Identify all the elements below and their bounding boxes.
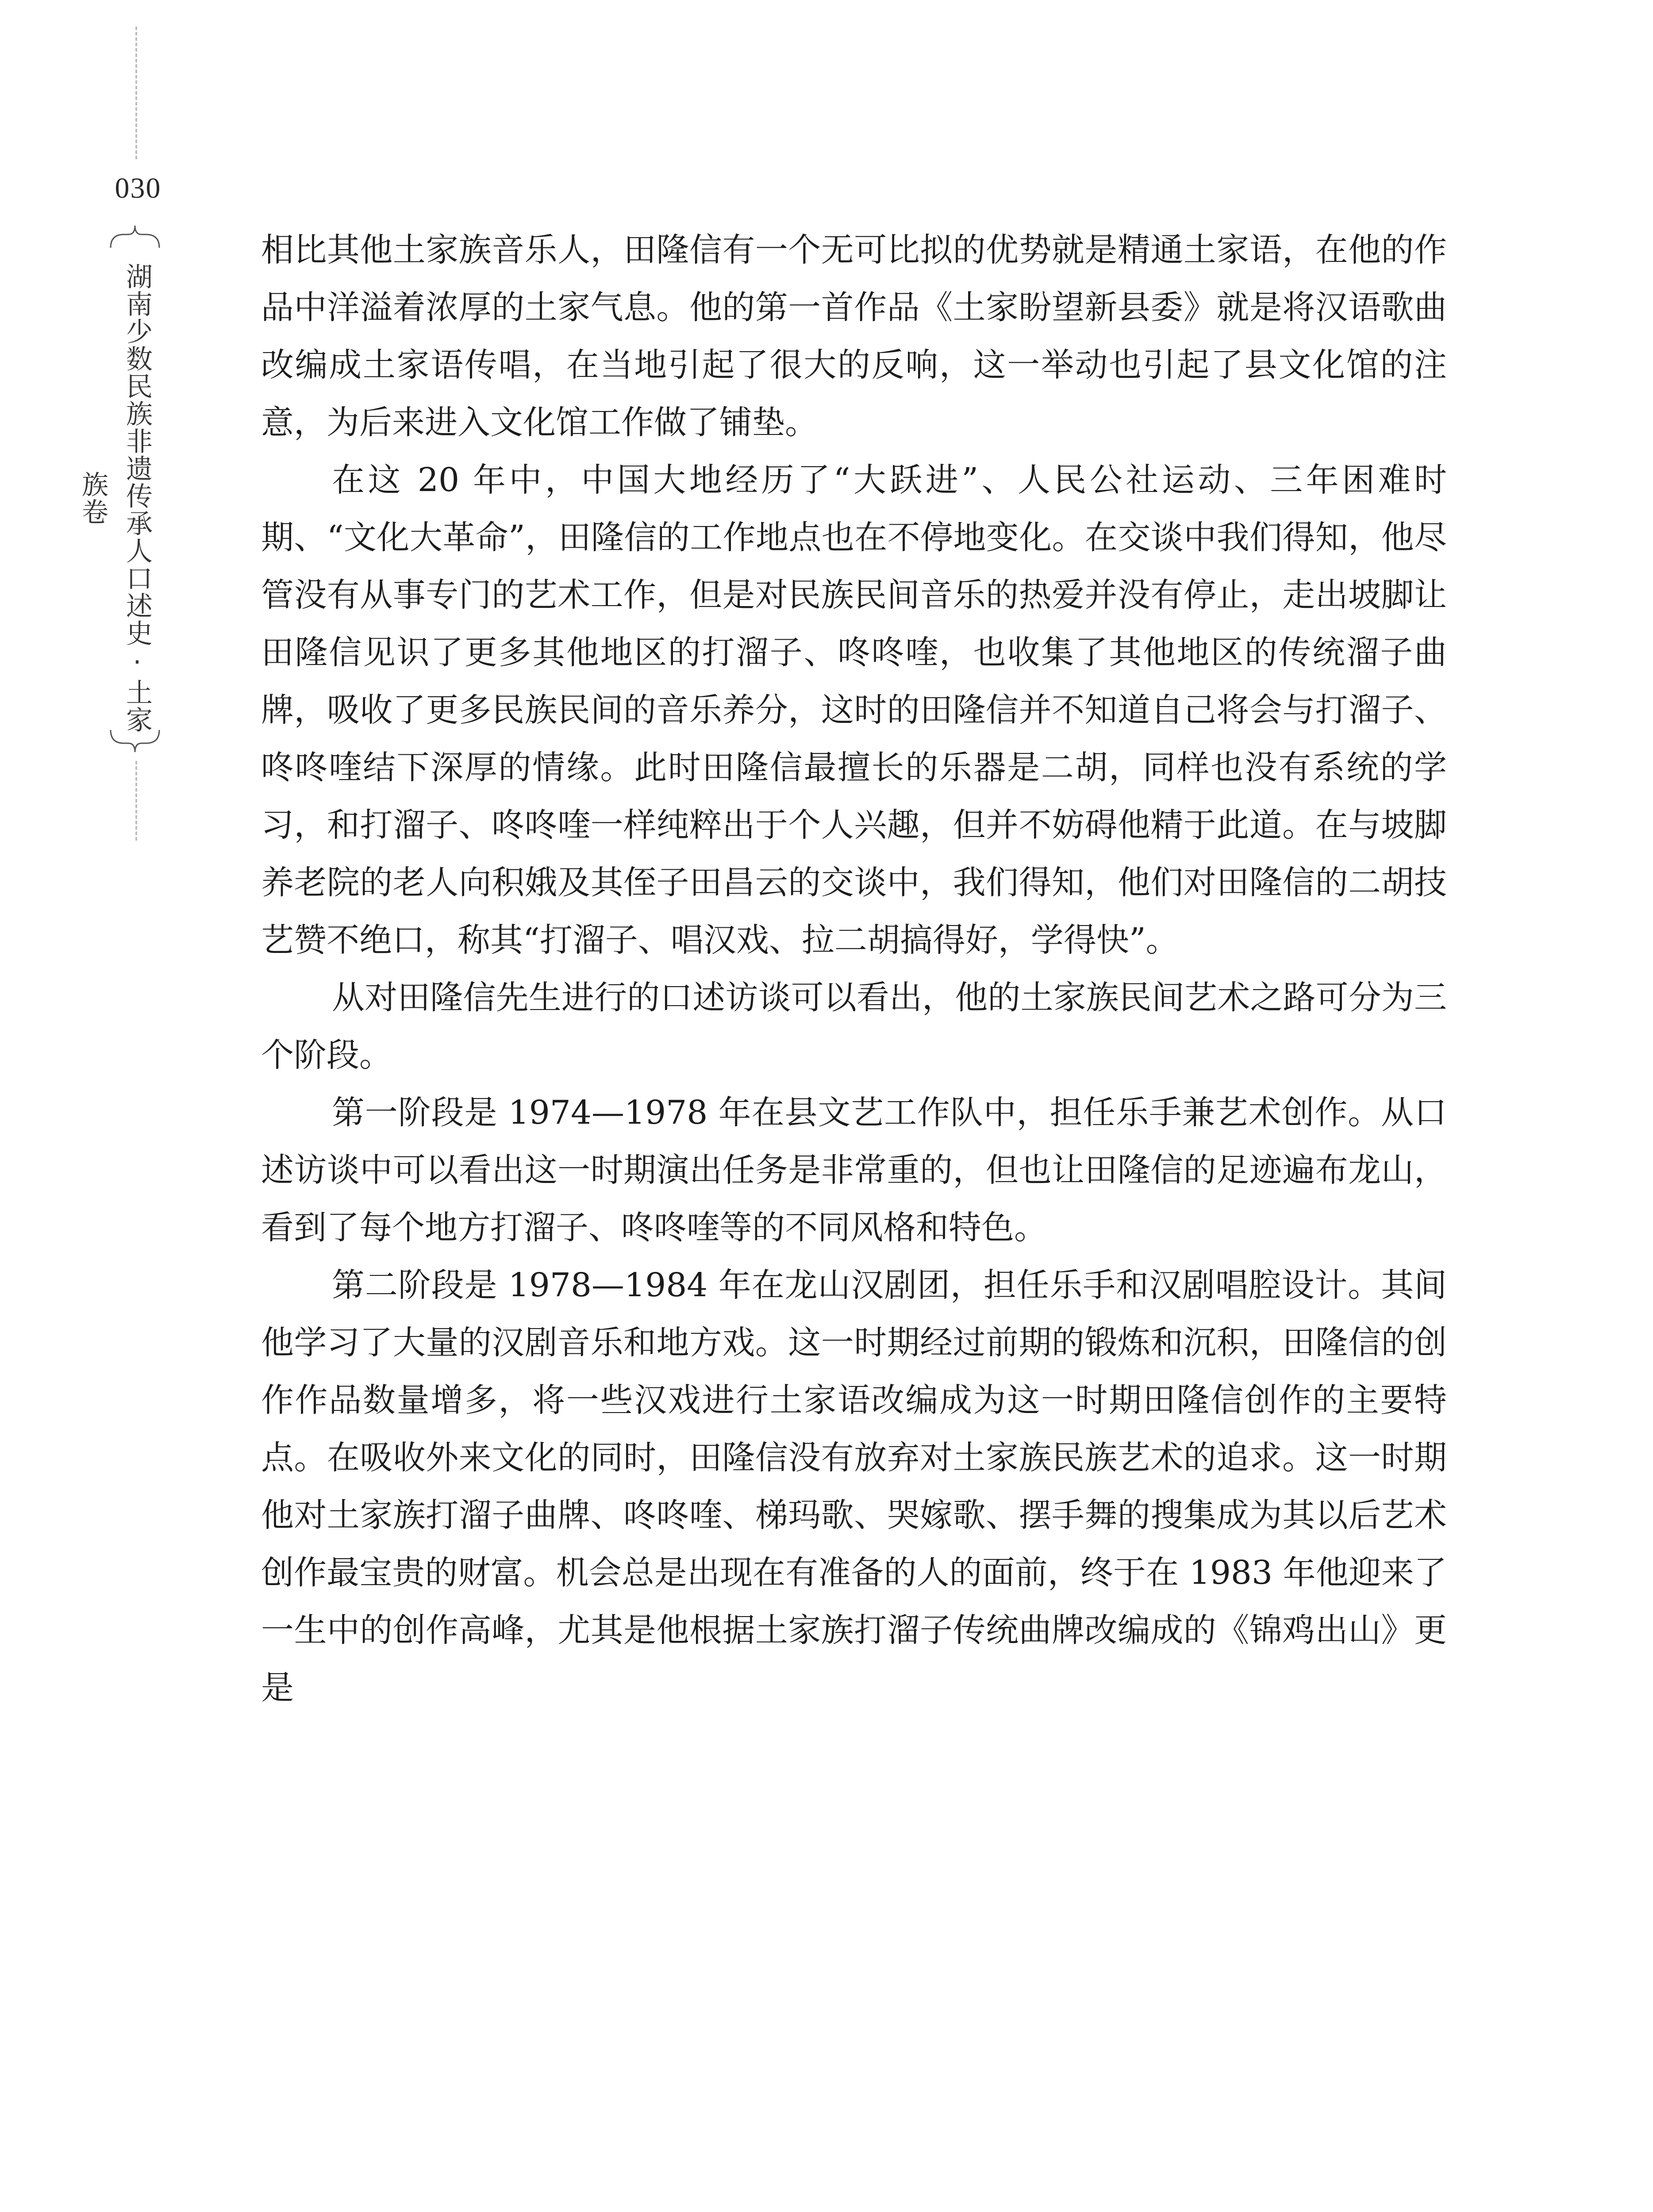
paragraph-1: 相比其他土家族音乐人，田隆信有一个无可比拟的优势就是精通土家语，在他的作品中洋溢着浓厚的土家气息。他的第一首作品《土家盼望新县委》就是将汉语歌曲改编成土家语传唱，在当地引起了很大的反响，这一举动也引起了县文化馆的注意，为后来进入文化馆工作做了铺垫。 [261, 231, 1447, 442]
page-number: 030 [115, 172, 161, 204]
margin-dashed-rule-bottom [135, 761, 137, 841]
body-text [261, 221, 1447, 1717]
series-title: 湖南少数民族非遗传承人口述史·土家族卷 [77, 263, 153, 733]
paragraph-5: 第二阶段是 1978—1984 年在龙山汉剧团，担任乐手和汉剧唱腔设计。其间他学习了大量的汉剧音乐和地方戏。这一时期经过前期的锻炼和沉积，田隆信的创作作品数量增多，将一些汉戏进行土家语改编成为这一时期田隆信创作的主要特点。在吸收外来文化的同时，田隆信没有放弃对土家族民族艺术的追求。这一时期他对土家族打溜子曲牌、咚咚喹、梯玛歌、哭嫁歌、摆手舞的搜集成为其以后艺术创作最宝贵的财富。机会总是出现在有准备的人的面前，终于在 1983 年他迎来了一生中的创作高峰，尤其是他根据土家族打溜子传统曲牌改编成的《锦鸡出山》更是 [261, 1266, 1447, 1707]
running-head [77, 221, 173, 757]
paragraph-2: 在这 20 年中，中国大地经历了“大跃进”、人民公社运动、三年困难时期、“文化大革命”，田隆信的工作地点也在不停地变化。在交谈中我们得知，他尽管没有从事专门的艺术工作，但是对民族民间音乐的热爱并没有停止，走出坡脚让田隆信见识了更多其他地区的打溜子、咚咚喹，也收集了其他地区的传统溜子曲牌，吸收了更多民族民间的音乐养分，这时的田隆信并不知道自己将会与打溜子、咚咚喹结下深厚的情缘。此时田隆信最擅长的乐器是二胡，同样也没有系统的学习，和打溜子、咚咚喹一样纯粹出于个人兴趣，但并不妨碍他精于此道。在与坡脚养老院的老人向积娥及其侄子田昌云的交谈中，我们得知，他们对田隆信的二胡技艺赞不绝口，称其“打溜子、唱汉戏、拉二胡搞得好，学得快”。 [261, 461, 1447, 959]
paragraph-3: 从对田隆信先生进行的口述访谈可以看出，他的土家族民间艺术之路可分为三个阶段。 [261, 979, 1447, 1074]
margin-dashed-rule-top [135, 27, 137, 159]
paragraph-4: 第一阶段是 1974—1978 年在县文艺工作队中，担任乐手兼艺术创作。从口述访谈中可以看出这一时期演出任务是非常重的，但也让田隆信的足迹遍布龙山，看到了每个地方打溜子、咚咚喹等的不同风格和特色。 [261, 1094, 1447, 1247]
